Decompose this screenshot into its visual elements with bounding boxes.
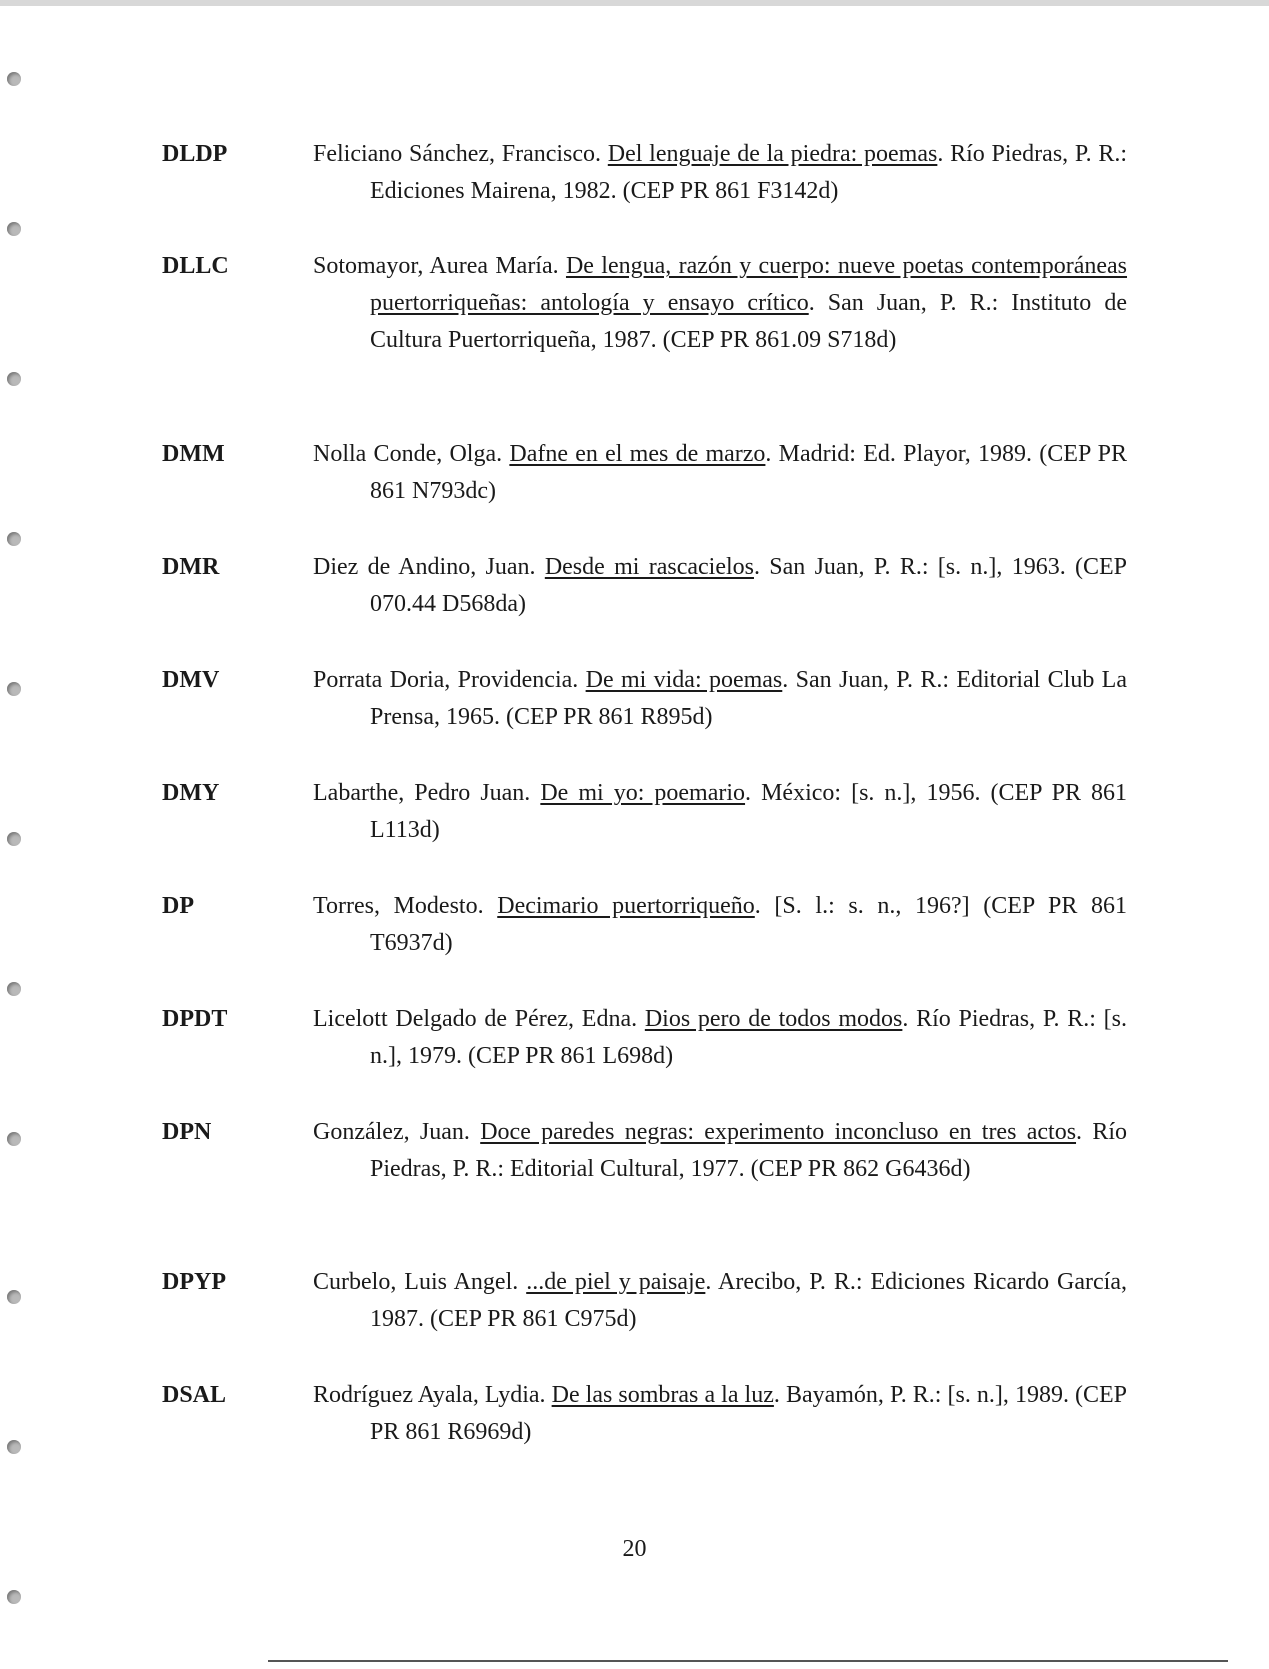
entry-author: Labarthe, Pedro Juan. [313,780,531,806]
entry-code: DLLC [162,253,229,279]
entry-citation [313,1114,1127,1188]
entry-title: ...de piel y paisaje [526,1269,706,1295]
entry-citation [313,1001,1127,1075]
entry-citation [313,1264,1127,1338]
entry-code: DPDT [162,1006,228,1032]
entry-code: DMM [162,441,225,467]
entry-publication: . San Juan, P. R.: Editorial Club La Prensa, 1965. (CEP PR 861 R895d) [370,667,1127,730]
binder-hole-icon [7,532,21,546]
entry-publication: . México: [s. n.], 1956. (CEP PR 861 L113d) [370,780,1128,843]
entry-citation [313,888,1127,962]
entry-author: Sotomayor, Aurea María. [313,253,559,279]
entry-author: Licelott Delgado de Pérez, Edna. [313,1006,638,1032]
entry-code: DPYP [162,1269,226,1295]
entry-title: De mi yo: poemario [540,780,746,806]
entry-publication: . [S. l.: s. n., 196?] (CEP PR 861 T6937d) [370,893,1128,956]
entry-title: Desde mi rascacielos [544,554,754,580]
entry-title: De mi vida: poemas [585,667,783,693]
binder-hole-icon [7,1290,21,1304]
binder-hole-icon [7,222,21,236]
entry-publication: . Río Piedras, P. R.: [s. n.], 1979. (CEP PR 861 L698d) [370,1006,1128,1069]
entry-citation [313,775,1127,849]
entry-author: Porrata Doria, Providencia. [313,667,579,693]
entry-author: Feliciano Sánchez, Francisco. [313,141,602,167]
entry-author: Curbelo, Luis Angel. [313,1269,519,1295]
bottom-scan-edge [268,1660,1228,1662]
entry-title: De lengua, razón y cuerpo: nueve poetas contemporáneas puertorriqueñas: antología y ensayo crítico [370,253,1128,316]
entry-publication: . San Juan, P. R.: [s. n.], 1963. (CEP 070.44 D568da) [370,554,1128,617]
entry-citation [313,136,1127,210]
entry-code: DP [162,893,194,919]
entry-citation [313,248,1127,359]
entry-title: De las sombras a la luz [551,1382,774,1408]
entry-citation [313,436,1127,510]
entry-publication: . Arecibo, P. R.: Ediciones Ricardo García, 1987. (CEP PR 861 C975d) [370,1269,1127,1332]
binder-hole-icon [7,1590,21,1604]
entry-author: Diez de Andino, Juan. [313,554,536,580]
entry-author: Torres, Modesto. [313,893,484,919]
entry-citation [313,1377,1127,1451]
entry-title: Del lenguaje de la piedra: poemas [607,141,938,167]
entry-title: Doce paredes negras: experimento inconcluso en tres actos [480,1119,1077,1145]
entry-publication: . San Juan, P. R.: Instituto de Cultura Puertorriqueña, 1987. (CEP PR 861.09 S718d) [370,290,1128,353]
binder-hole-icon [7,72,21,86]
binder-hole-icon [7,832,21,846]
entry-code: DPN [162,1119,212,1145]
entry-publication: . Bayamón, P. R.: [s. n.], 1989. (CEP PR 861 R6969d) [370,1382,1128,1445]
entry-title: Dafne en el mes de marzo [509,441,766,467]
entry-code: DLDP [162,141,228,167]
entry-code: DMV [162,667,220,693]
entry-title: Dios pero de todos modos [644,1006,903,1032]
entry-code: DMY [162,780,220,806]
entry-citation [313,549,1127,623]
binder-hole-icon [7,1132,21,1146]
entry-code: DMR [162,554,220,580]
binder-hole-icon [7,982,21,996]
entry-publication: . Madrid: Ed. Playor, 1989. (CEP PR 861 N793dc) [370,441,1127,504]
entry-author: Rodríguez Ayala, Lydia. [313,1382,546,1408]
entry-author: González, Juan. [313,1119,470,1145]
page-number: 20 [622,1536,647,1562]
entry-publication: . Río Piedras, P. R.: Editorial Cultural, 1977. (CEP PR 862 G6436d) [370,1119,1127,1182]
top-scan-edge [0,0,1269,6]
binder-hole-icon [7,1440,21,1454]
entry-author: Nolla Conde, Olga. [313,441,503,467]
entry-publication: . Río Piedras, P. R.: Ediciones Mairena, 1982. (CEP PR 861 F3142d) [370,141,1127,204]
binder-hole-icon [7,682,21,696]
entry-title: Decimario puertorriqueño [497,893,755,919]
binder-hole-icon [7,372,21,386]
entry-citation [313,662,1127,736]
entry-code: DSAL [162,1382,227,1408]
